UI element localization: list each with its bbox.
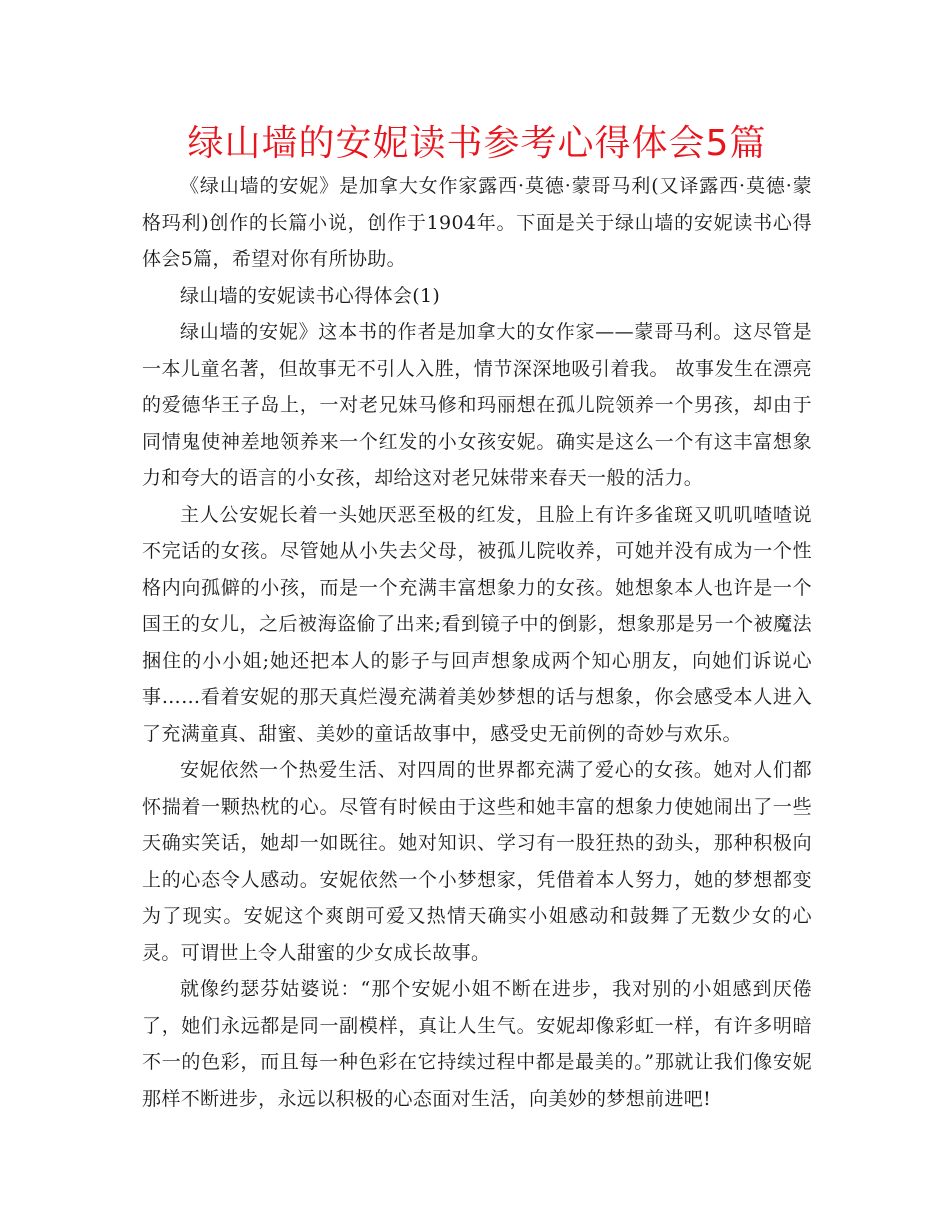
document-title: 绿山墙的安妮读书参考心得体会5篇 (187, 123, 767, 164)
section-heading: 绿山墙的安妮读书心得体会(1) (180, 284, 441, 307)
intro-paragraph: 《绿山墙的安妮》是加拿大女作家露西·莫德·蒙哥马利(又译露西·莫德·蒙格玛利)创作的长篇小说，创作于1904年。下面是关于绿山墙的安妮读书心得体会5篇，希望对你有所协助。 (142, 175, 812, 270)
body-paragraph: 安妮依然一个热爱生活、对四周的世界都充满了爱心的女孩。她对人们都怀揣着一颗热枕的心。尽管有时候由于这些和她丰富的想象力使她闹出了一些天确实笑话，她却一如既往。她对知识、学习有一股狂热的劲头，那种积极向上的心态令人感动。安妮依然一个小梦想家，凭借着本人努力，她的梦想都变为了现实。安妮这个爽朗可爱又热情天确实小姐感动和鼓舞了无数少女的心灵。可谓世上令人甜蜜的少女成长故事。 (142, 759, 812, 964)
body-paragraph: 就像约瑟芬姑婆说：“那个安妮小姐不断在进步，我对别的小姐感到厌倦了，她们永远都是同一副模样，真让人生气。安妮却像彩虹一样，有许多明暗不一的色彩，而且每一种色彩在它持续过程中都是最美的。”那就让我们像安妮那样不断进步，永远以积极的心态面对生活，向美妙的梦想前进吧! (142, 978, 812, 1110)
document-page (142, 120, 812, 1117)
body-paragraph: 绿山墙的安妮》这本书的作者是加拿大的女作家——蒙哥马利。这尽管是一本儿童名著，但故事无不引人入胜，情节深深地吸引着我。 故事发生在漂亮的爱德华王子岛上，一对老兄妹马修和玛丽想在孤儿院领养一个男孩，却由于同情鬼使神差地领养来一个红发的小女孩安妮。确实是这么一个有这丰富想象力和夸大的语言的小女孩，却给这对老兄妹带来春天一般的活力。 (142, 321, 812, 489)
body-paragraph: 主人公安妮长着一头她厌恶至极的红发，且脸上有许多雀斑又叽叽喳喳说不完话的女孩。尽管她从小失去父母，被孤儿院收养，可她并没有成为一个性格内向孤僻的小孩，而是一个充满丰富想象力的女孩。她想象本人也许是一个国王的女儿，之后被海盗偷了出来;看到镜子中的倒影，想象那是另一个被魔法捆住的小小姐;她还把本人的影子与回声想象成两个知心朋友，向她们诉说心事……看着安妮的那天真烂漫充满着美妙梦想的话与想象，你会感受本人进入了充满童真、甜蜜、美妙的童话故事中，感受史无前例的奇妙与欢乐。 (142, 503, 812, 745)
